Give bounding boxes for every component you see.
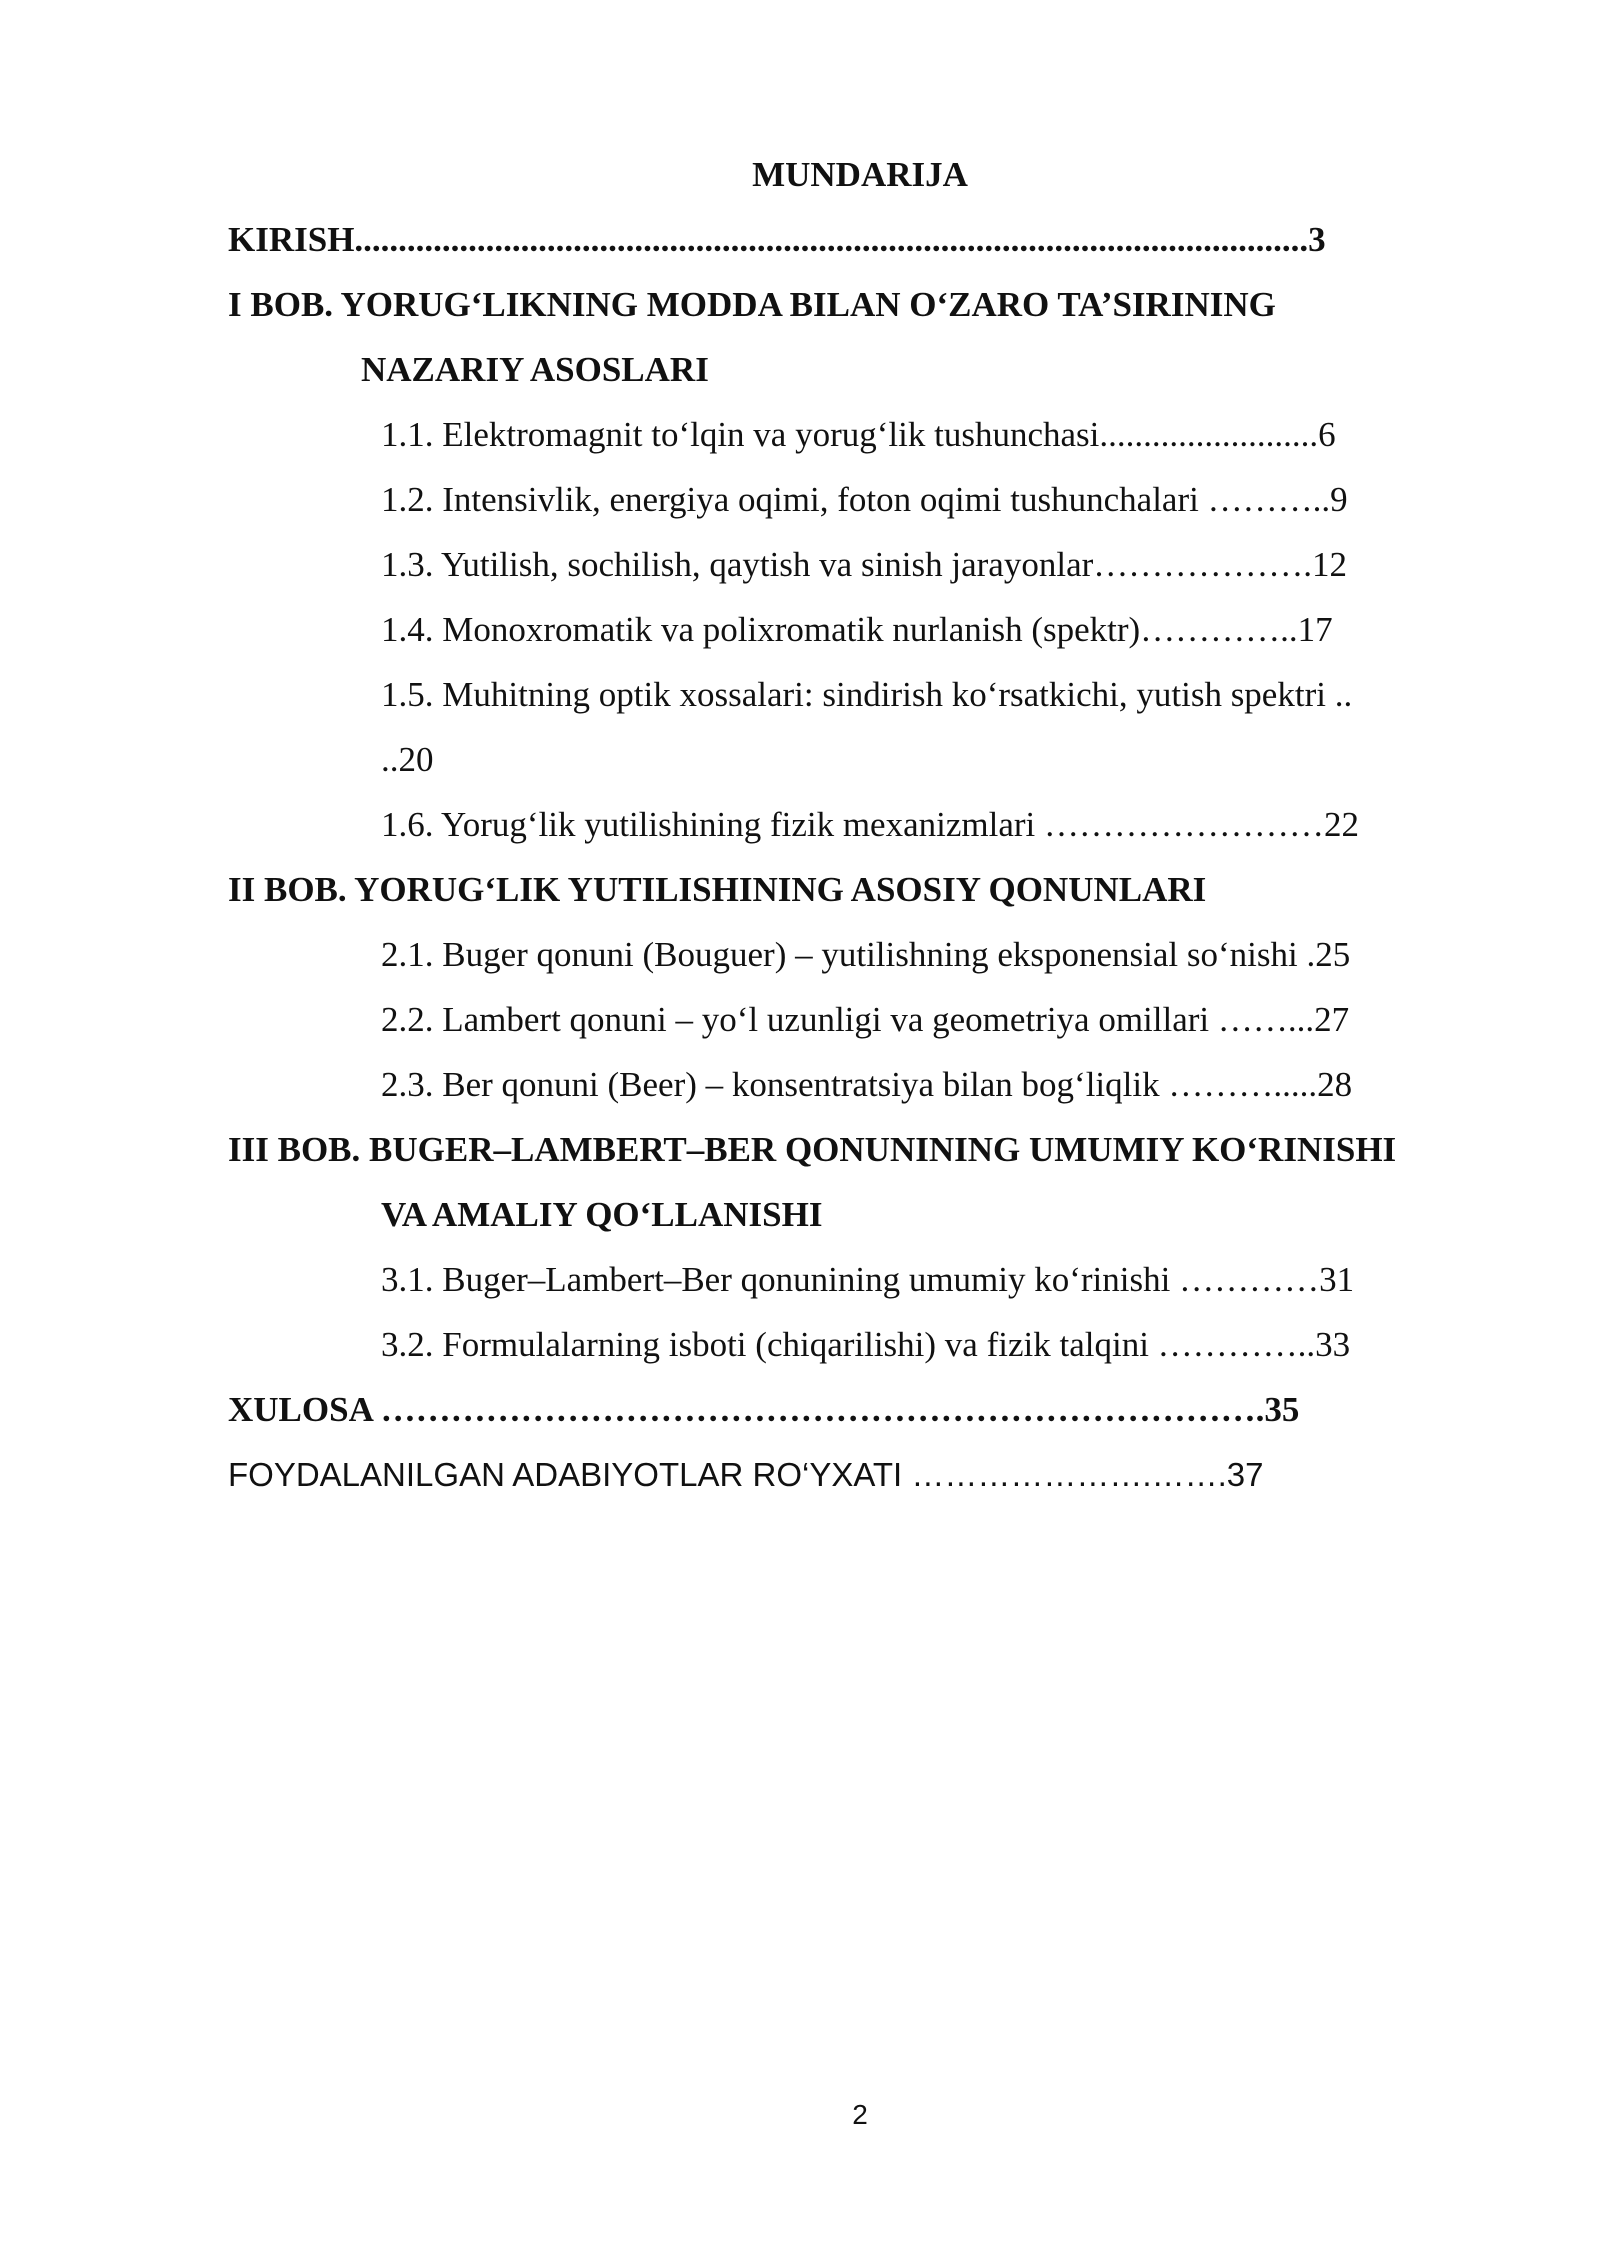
toc-entry-1-4: 1.4. Monoxromatik va polixromatik nurlanish (spektr)…………..17 (381, 610, 1333, 649)
page-number: 2 (852, 2099, 868, 2130)
toc-entry-xulosa: XULOSA ………………………………………………………………….35 (228, 1390, 1300, 1429)
toc-entry-kirish: KIRISH.............................................................................................................3 (228, 220, 1326, 259)
toc-entry-2-2: 2.2. Lambert qonuni – yo‘l uzunligi va geometriya omillari ……...27 (381, 1000, 1350, 1039)
toc-entry-1-6: 1.6. Yorug‘lik yutilishining fizik mexanizmlari ……………………22 (381, 805, 1360, 844)
toc-entry-1-2: 1.2. Intensivlik, energiya oqimi, foton oqimi tushunchalari ………..9 (381, 480, 1348, 519)
toc-entry-adabiyotlar: FOYDALANILGAN ADABIYOTLAR RO‘YXATI ………………….…….37 (228, 1456, 1264, 1493)
toc-entry-1-5-cont: ..20 (381, 740, 434, 779)
toc-chapter-1-heading: I BOB. YORUG‘LIKNING MODDA BILAN O‘ZARO TA’SIRINING (228, 285, 1276, 324)
toc-chapter-3-heading: III BOB. BUGER–LAMBERT–BER QONUNINING UMUMIY KO‘RINISHI (228, 1130, 1397, 1169)
toc-chapter-1-heading-cont: NAZARIY ASOSLARI (361, 350, 709, 389)
toc-entry-1-1: 1.1. Elektromagnit to‘lqin va yorug‘lik tushunchasi.........................6 (381, 415, 1336, 454)
toc-entry-1-3: 1.3. Yutilish, sochilish, qaytish va sinish jarayonlar……………….12 (381, 545, 1348, 584)
toc-entry-2-3: 2.3. Ber qonuni (Beer) – konsentratsiya bilan bog‘liqlik ……….....28 (381, 1065, 1353, 1104)
toc-entry-3-1: 3.1. Buger–Lambert–Ber qonunining umumiy ko‘rinishi …………31 (381, 1260, 1355, 1299)
toc-entry-2-1: 2.1. Buger qonuni (Bouguer) – yutilishning eksponensial so‘nishi .25 (381, 935, 1351, 974)
toc-title: MUNDARIJA (752, 155, 968, 194)
toc-entry-3-2: 3.2. Formulalarning isboti (chiqarilishi) va fizik talqini …………..33 (381, 1325, 1351, 1364)
toc-chapter-3-heading-cont: VA AMALIY QO‘LLANISHI (381, 1195, 823, 1234)
toc-chapter-2-heading: II BOB. YORUG‘LIK YUTILISHINING ASOSIY QONUNLARI (228, 870, 1207, 909)
toc-entry-1-5: 1.5. Muhitning optik xossalari: sindirish ko‘rsatkichi, yutish spektri .. (381, 675, 1353, 714)
